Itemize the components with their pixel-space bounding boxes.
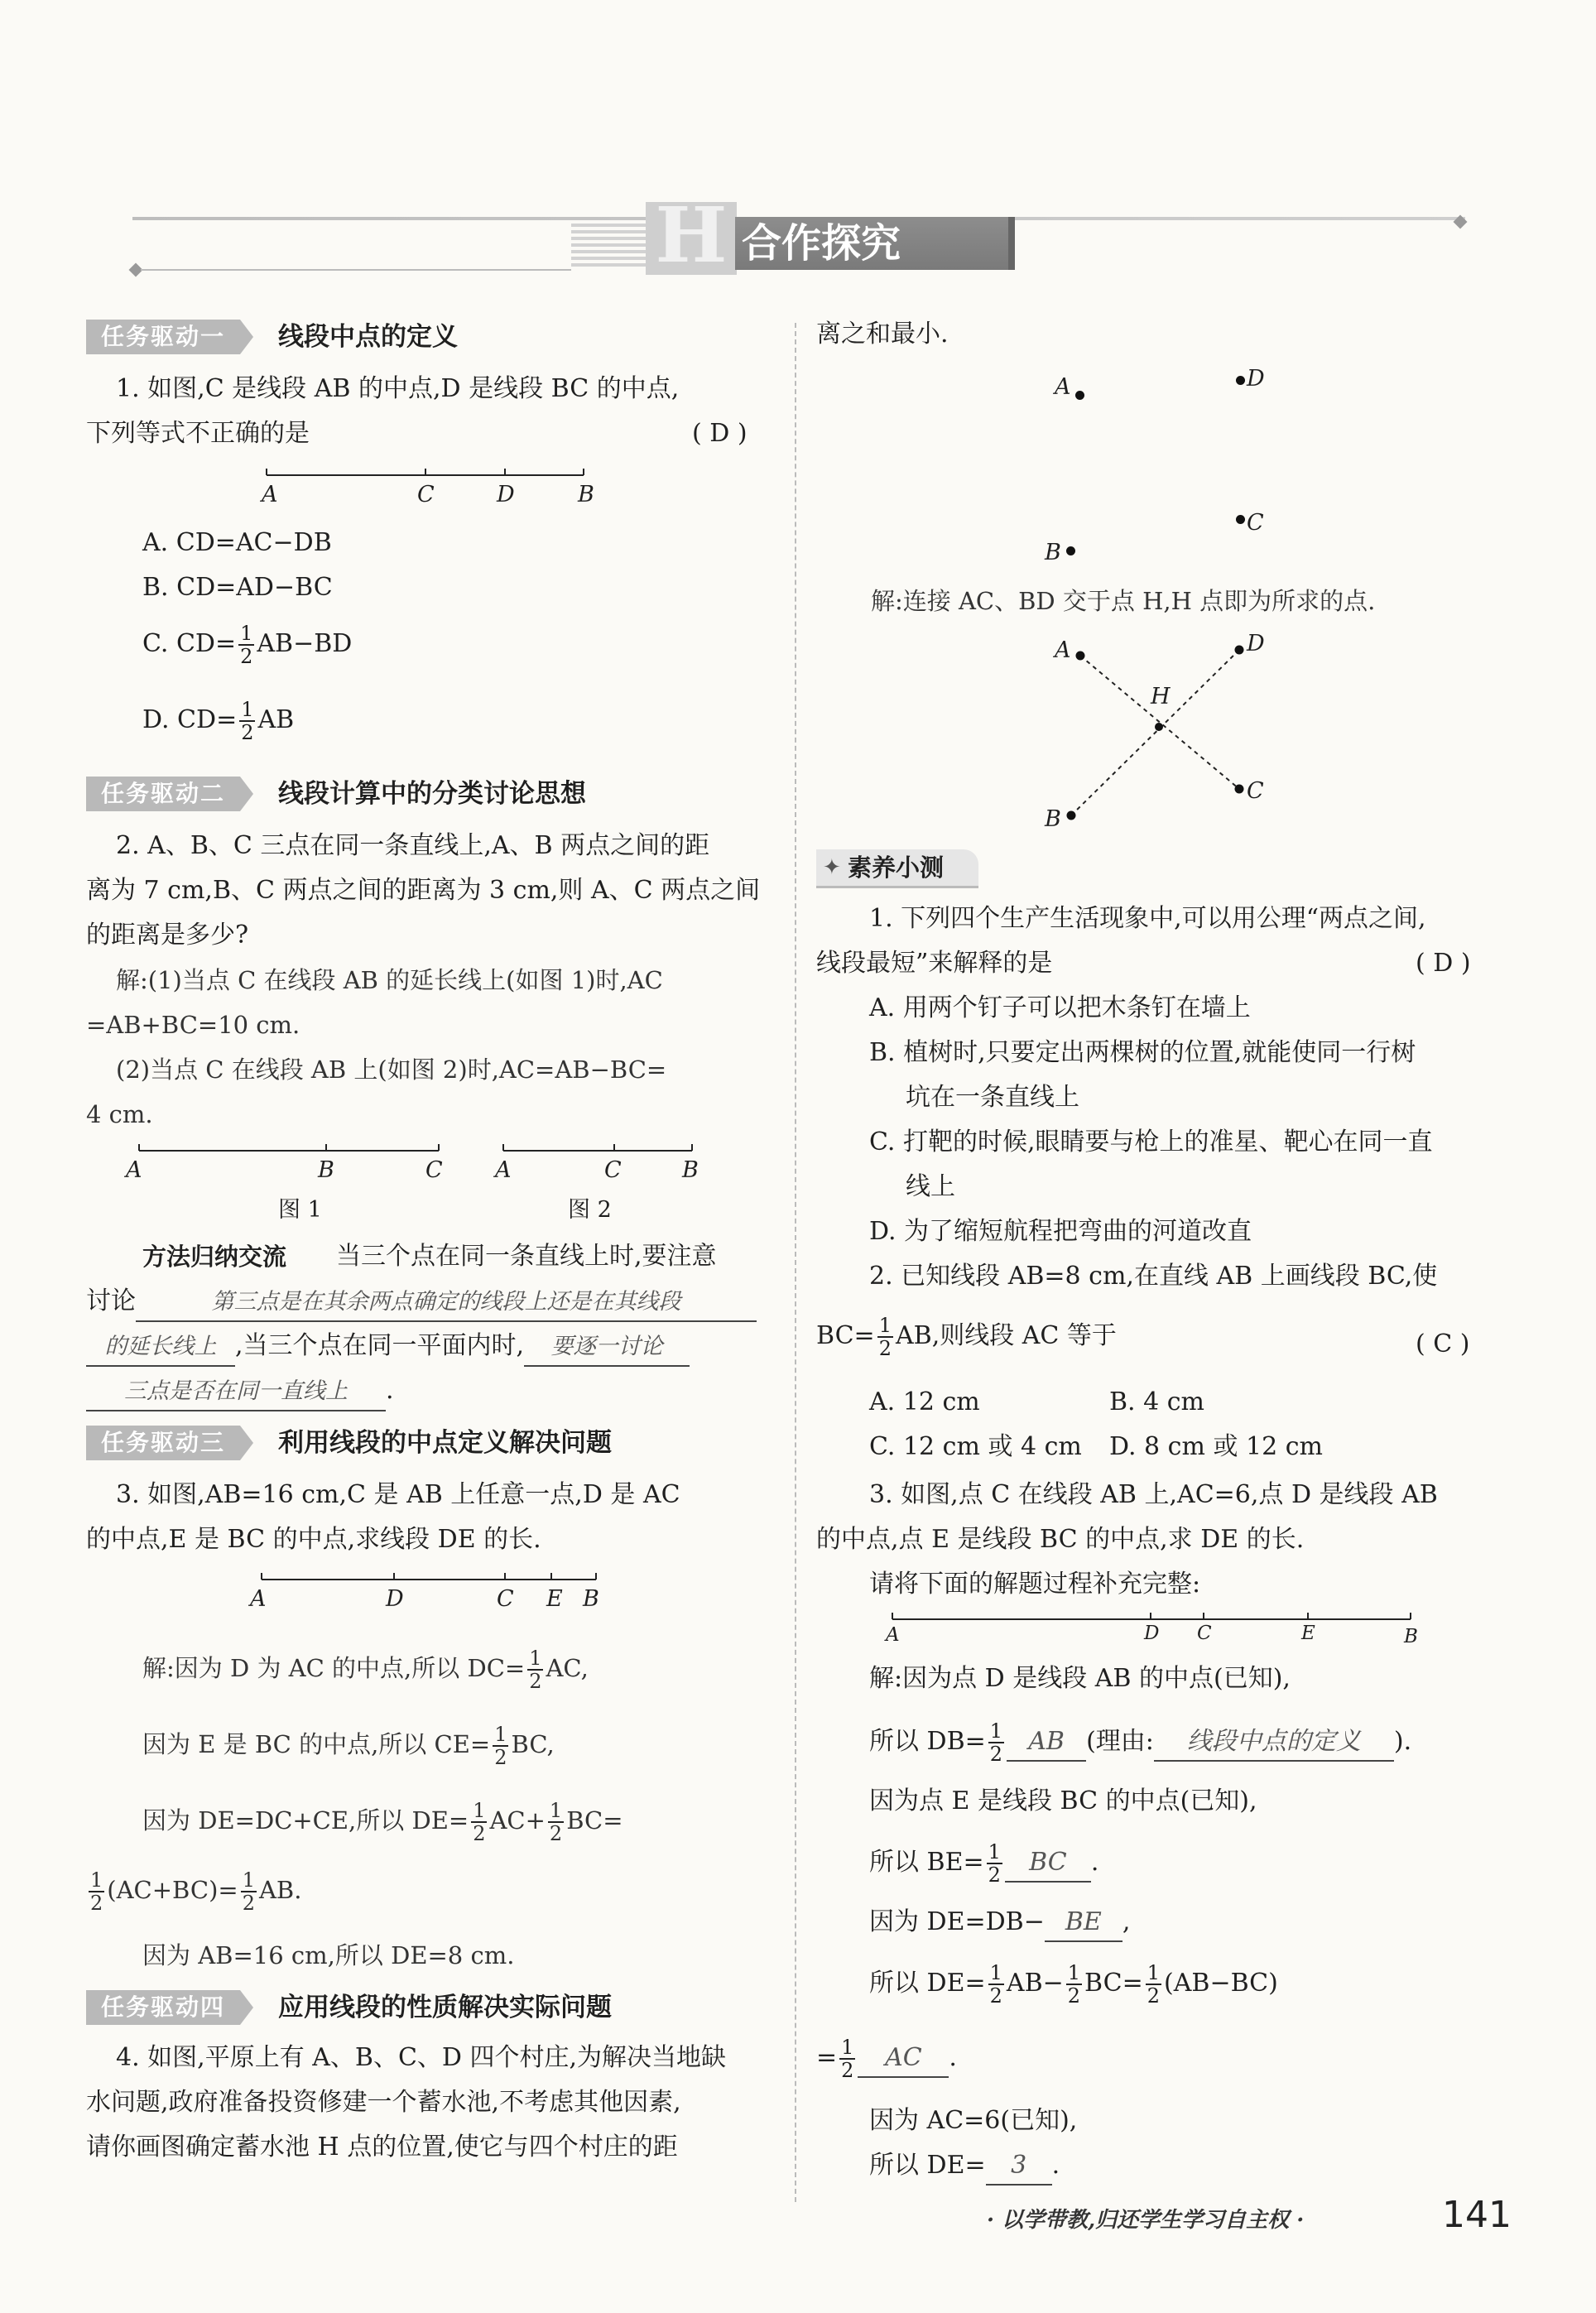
quiz-q1-option-b1: B. 植树时,只要定出两棵树的位置,就能使同一行树	[869, 1038, 1416, 1067]
task2-fig1-label-b: B	[318, 1157, 334, 1183]
task2-solution-line3: (2)当点 C 在线段 AB 上(如图 2)时,AC=AB−BC=	[116, 1056, 667, 1084]
task2-solution-line2: =AB+BC=10 cm.	[86, 1011, 300, 1039]
task3-label-c: C	[497, 1586, 514, 1612]
quiz-q3-solution-line6: 所以 DE= $\frac{1}{2}$ AB− $\frac{1}{2}$ BC= $\frac{1}{2}$ (AB−BC)	[869, 1961, 1278, 2008]
task4-question-line3: 请你画图确定蓄水池 H 点的位置,使它与四个村庄的距	[86, 2133, 678, 2162]
task2-question-line1: 2. A、B、C 三点在同一条直线上,A、B 两点之间的距	[116, 831, 710, 860]
task1-label-d: D	[497, 482, 515, 507]
task4-tag: 任务驱动四	[86, 1990, 240, 2025]
quiz-q1-answer: ( D )	[1416, 949, 1471, 978]
quiz-star-icon: ✦	[823, 855, 841, 880]
task3-solution-line5: 因为 AB=16 cm,所以 DE=8 cm.	[142, 1941, 515, 1969]
quiz-q2-line2: BC= $\frac{1}{2}$ AB,则线段 AC 等于	[816, 1314, 1117, 1360]
task2-method-blank1: 第三点是在其余两点确定的线段上还是在其线段	[136, 1284, 757, 1322]
task2-method-line1: 当三个点在同一条直线上时,要注意	[336, 1242, 717, 1271]
fraction-half: $\frac{1}{2}$	[988, 1840, 1001, 1887]
task3-title: 利用线段的中点定义解决问题	[278, 1428, 612, 1458]
fraction-half: $\frac{1}{2}$	[989, 1719, 1003, 1766]
quiz-q3-label-d: D	[1144, 1623, 1160, 1644]
quiz-blank-bc: BC	[1005, 1844, 1091, 1883]
quiz-q2-answer: ( C )	[1416, 1330, 1470, 1358]
task3-solution-line2: 因为 E 是 BC 的中点,所以 CE= $\frac{1}{2}$ BC,	[142, 1723, 555, 1769]
quiz-q1-option-b2: 坑在一条直线上	[906, 1083, 1079, 1112]
task4-sol-label-c: C	[1247, 778, 1264, 804]
task3-solution-line4: $\frac{1}{2}$ (AC+BC)= $\frac{1}{2}$ AB.	[90, 1868, 302, 1915]
task2-tag: 任务驱动二	[86, 777, 240, 811]
task3-tag: 任务驱动三	[86, 1426, 240, 1460]
quiz-blank-ac: AC	[858, 2040, 949, 2078]
fraction-half: $\frac{1}{2}$	[841, 2036, 854, 2082]
header-stripes	[571, 224, 646, 270]
fraction-half: $\frac{1}{2}$	[549, 1799, 563, 1845]
task4-sol-label-b: B	[1045, 806, 1061, 832]
quiz-q3-line1: 3. 如图,点 C 在线段 AB 上,AC=6,点 D 是线段 AB	[869, 1480, 1438, 1509]
task4-point-d	[1236, 376, 1245, 385]
segment-bd	[1071, 650, 1239, 815]
task4-point-b	[1066, 546, 1075, 555]
quiz-q2-option-b: B. 4 cm	[1109, 1387, 1204, 1416]
task2-method-blank2: 的延长线上	[86, 1329, 235, 1367]
quiz-q3-label-c: C	[1197, 1623, 1212, 1644]
header-icon-letter: H	[655, 190, 728, 280]
task2-method-line2: 讨论 第三点是在其余两点确定的线段上还是在其线段	[86, 1283, 757, 1322]
header-title: 合作探究	[742, 220, 901, 267]
task4-question-line2: 水问题,政府准备投资修建一个蓄水池,不考虑其他因素,	[86, 2088, 681, 2117]
quiz-q1-line1: 1. 下列四个生产生活现象中,可以用公理“两点之间,	[869, 904, 1426, 933]
task2-fig1-label-c: C	[425, 1157, 443, 1183]
quiz-q1-option-a: A. 用两个钉子可以把木条钉在墙上	[869, 993, 1251, 1022]
segment-ac	[1080, 656, 1239, 789]
task4-label-d: D	[1247, 366, 1265, 392]
header-title-bar	[1008, 217, 1015, 270]
fraction-half: $\frac{1}{2}$	[1147, 1961, 1161, 2008]
footer-motto: · 以学带教,归还学生学习自主权 ·	[987, 2208, 1305, 2233]
quiz-q3-solution-line2: 所以 DB= $\frac{1}{2}$ AB (理由: 线段中点的定义 ).	[869, 1719, 1412, 1766]
task4-title: 应用线段的性质解决实际问题	[278, 1993, 612, 2022]
quiz-q3-solution-line7: = $\frac{1}{2}$ AC .	[816, 2036, 957, 2082]
fraction-half: $\frac{1}{2}$	[242, 1868, 255, 1915]
task2-fig2-label-a: A	[495, 1157, 512, 1183]
task2-method-line4: 三点是否在同一直线上 .	[86, 1373, 394, 1411]
task3-solution-line3: 因为 DE=DC+CE,所以 DE= $\frac{1}{2}$ AC+ $\frac{1}{2}$ BC=	[142, 1799, 623, 1845]
task4-point-c	[1236, 515, 1245, 524]
fraction-half: $\frac{1}{2}$	[878, 1314, 892, 1360]
task3-label-d: D	[386, 1586, 404, 1612]
task2-fig2-label-c: C	[604, 1157, 622, 1183]
task1-label-b: B	[578, 482, 594, 507]
quiz-blank-de: 3	[986, 2147, 1052, 2186]
point-h	[1155, 723, 1163, 731]
task1-question-line1: 1. 如图,C 是线段 AB 的中点,D 是线段 BC 的中点,	[116, 374, 680, 403]
task4-question-line4: 离之和最小.	[816, 320, 949, 349]
quiz-q3-label-e: E	[1301, 1623, 1315, 1644]
task2-fig1-caption: 图 1	[278, 1197, 322, 1223]
task1-label-a: A	[262, 482, 278, 507]
task4-label-b: B	[1045, 540, 1061, 565]
fraction-half: $\frac{1}{2}$	[494, 1723, 507, 1769]
quiz-q3-solution-line8: 因为 AC=6(已知),	[869, 2106, 1078, 2135]
quiz-q2-option-a: A. 12 cm	[869, 1387, 980, 1416]
quiz-q3-line2: 的中点,点 E 是线段 BC 的中点,求 DE 的长.	[816, 1525, 1305, 1554]
quiz-q3-solution-line5: 因为 DE=DB− BE ,	[869, 1904, 1130, 1942]
task2-solution-line4: 4 cm.	[86, 1100, 153, 1128]
task4-label-c: C	[1247, 510, 1264, 536]
task2-fig1-label-a: A	[126, 1157, 142, 1183]
quiz-blank-ab: AB	[1007, 1724, 1086, 1762]
task3-question-line1: 3. 如图,AB=16 cm,C 是 AB 上任意一点,D 是 AC	[116, 1480, 680, 1509]
task3-solution-line1: 解:因为 D 为 AC 的中点,所以 DC= $\frac{1}{2}$ AC,	[142, 1647, 589, 1693]
fraction-half: $\frac{1}{2}$	[1067, 1961, 1081, 2008]
quiz-blank-reason: 线段中点的定义	[1154, 1724, 1394, 1762]
task4-sol-label-d: D	[1247, 631, 1265, 656]
task2-method-label: 方法归纳交流	[142, 1243, 287, 1271]
quiz-q3-label-b: B	[1404, 1626, 1418, 1647]
task2-solution-line1: 解:(1)当点 C 在线段 AB 的延长线上(如图 1)时,AC	[116, 966, 663, 994]
task4-label-a: A	[1055, 374, 1071, 400]
quiz-q1-option-c1: C. 打靶的时候,眼睛要与枪上的准星、靶心在同一直	[869, 1128, 1433, 1156]
task1-tag: 任务驱动一	[86, 320, 240, 354]
quiz-q3-solution-line9: 所以 DE= 3 .	[869, 2147, 1060, 2186]
task3-label-a: A	[250, 1586, 267, 1612]
task2-fig2-label-b: B	[682, 1157, 699, 1183]
quiz-q1-option-d: D. 为了缩短航程把弯曲的河道改直	[869, 1217, 1252, 1246]
task1-option-a: A. CD=AC−DB	[142, 528, 332, 557]
task4-solution: 解:连接 AC、BD 交于点 H,H 点即为所求的点.	[871, 587, 1376, 615]
task3-label-b: B	[583, 1586, 599, 1612]
fraction-half: $\frac{1}{2}$	[241, 698, 254, 744]
column-divider	[795, 323, 796, 2202]
task1-title: 线段中点的定义	[278, 322, 458, 352]
task2-method-blank3: 要逐一讨论	[524, 1329, 690, 1367]
quiz-q2-option-c: C. 12 cm 或 4 cm	[869, 1432, 1082, 1461]
fraction-half: $\frac{1}{2}$	[989, 1961, 1002, 2008]
quiz-title: 素养小测	[848, 854, 945, 882]
task4-sol-label-a: A	[1055, 637, 1071, 663]
quiz-q2-option-d: D. 8 cm 或 12 cm	[1109, 1432, 1323, 1461]
task1-question-line2: 下列等式不正确的是	[86, 419, 310, 448]
task1-option-d: D. CD= $\frac{1}{2}$ AB	[142, 698, 295, 744]
quiz-q3-solution-line1: 解:因为点 D 是线段 AB 的中点(已知),	[869, 1664, 1291, 1693]
task1-option-c: C. CD= $\frac{1}{2}$ AB−BD	[142, 622, 353, 668]
page-number: 141	[1442, 2194, 1512, 2236]
task1-answer: ( D )	[692, 419, 748, 448]
quiz-q2-line1: 2. 已知线段 AB=8 cm,在直线 AB 上画线段 BC,使	[869, 1262, 1438, 1291]
quiz-q1-line2: 线段最短”来解释的是	[816, 949, 1053, 978]
task4-sol-label-h: H	[1151, 684, 1171, 709]
header-line-left	[141, 269, 571, 271]
fraction-half: $\frac{1}{2}$	[90, 1868, 103, 1915]
fraction-half: $\frac{1}{2}$	[240, 622, 253, 668]
task2-title: 线段计算中的分类讨论思想	[278, 779, 586, 809]
task1-label-c: C	[417, 482, 435, 507]
task2-question-line2: 离为 7 cm,B、C 两点之间的距离为 3 cm,则 A、C 两点之间	[86, 876, 761, 905]
task2-figure2	[488, 1139, 704, 1164]
task4-solution-figure	[1051, 637, 1267, 828]
task2-figure1	[124, 1139, 455, 1164]
task2-method-blank4: 三点是否在同一直线上	[86, 1373, 386, 1411]
quiz-q3-label-a: A	[886, 1624, 900, 1646]
task4-point-a	[1075, 391, 1084, 400]
quiz-q3-solution-line3: 因为点 E 是线段 BC 的中点(已知),	[869, 1786, 1257, 1815]
task2-fig2-caption: 图 2	[568, 1197, 612, 1223]
fraction-half: $\frac{1}{2}$	[473, 1799, 486, 1845]
task3-question-line2: 的中点,E 是 BC 的中点,求线段 DE 的长.	[86, 1525, 541, 1554]
task3-label-e: E	[546, 1586, 563, 1612]
quiz-q3-solution-line4: 所以 BE= $\frac{1}{2}$ BC .	[869, 1840, 1099, 1887]
task1-option-b: B. CD=AD−BC	[142, 573, 333, 602]
quiz-q3-line3: 请将下面的解题过程补充完整:	[869, 1570, 1201, 1599]
quiz-q1-option-c2: 线上	[906, 1172, 955, 1201]
task4-question-line1: 4. 如图,平原上有 A、B、C、D 四个村庄,为解决当地缺	[116, 2043, 727, 2072]
quiz-blank-be: BE	[1045, 1904, 1122, 1942]
fraction-half: $\frac{1}{2}$	[529, 1647, 542, 1693]
task2-method-line3: 的延长线上 ,当三个点在同一平面内时, 要逐一讨论	[86, 1328, 690, 1367]
task2-question-line3: 的距离是多少?	[86, 921, 249, 950]
